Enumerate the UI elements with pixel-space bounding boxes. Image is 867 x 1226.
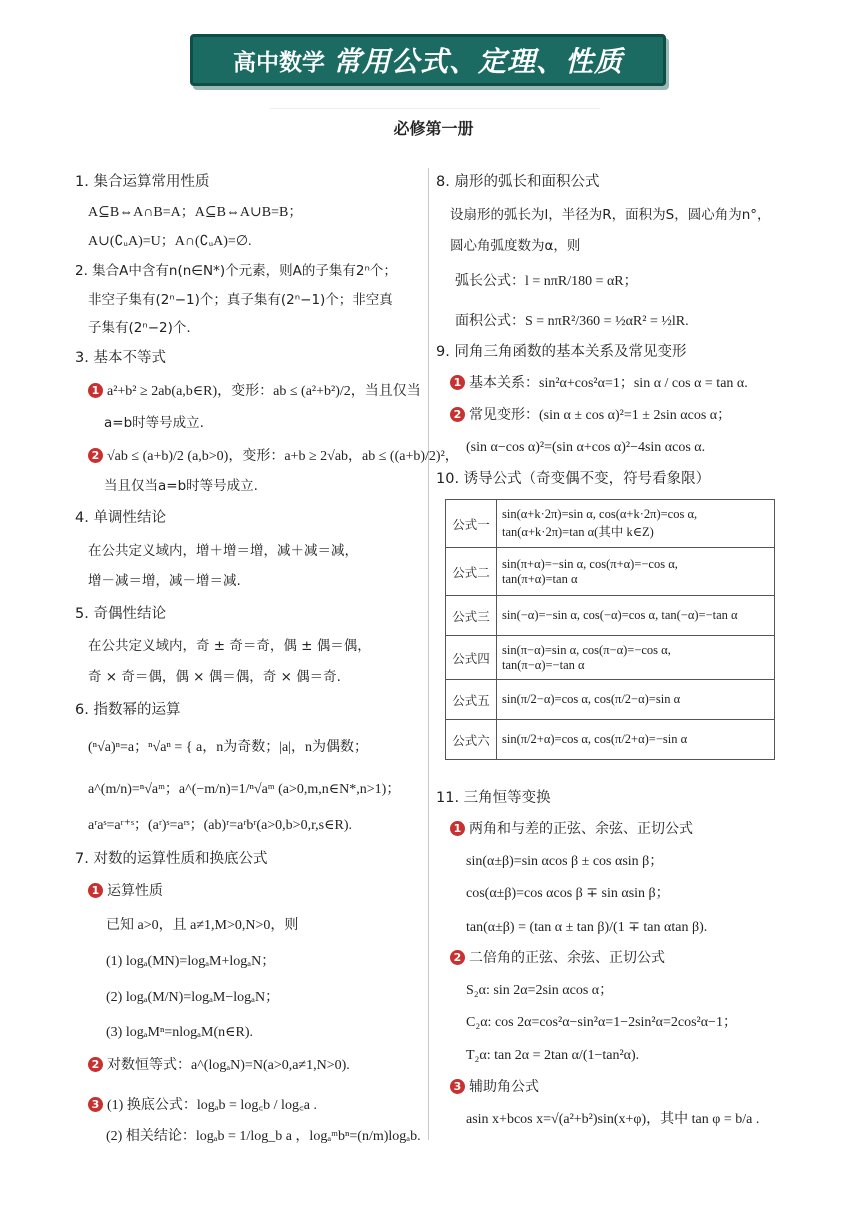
section-2-line-2: 非空子集有(2ⁿ−1)个；真子集有(2ⁿ−1)个；非空真: [88, 292, 393, 308]
section-11-sub-1: [450, 819, 693, 839]
section-7-line-3: (2) logₐ(M/N)=logₐM−logₐN；: [106, 990, 280, 1005]
section-8-line-4: 面积公式：S = nπR²/360 = ½αR² = ½lR.: [455, 314, 689, 329]
section-5-line-2: 奇 × 奇＝偶，偶 × 偶＝偶，奇 × 偶＝奇.: [88, 669, 341, 685]
section-4-line-1: 在公共定义域内，增＋增＝增，减＋减＝减，: [88, 543, 358, 559]
title-banner: [190, 34, 666, 86]
section-3-title: 3. 基本不等式: [75, 350, 166, 366]
column-divider: [428, 168, 429, 1140]
formula-content: [497, 500, 775, 548]
section-9-item-1: [450, 374, 748, 394]
formula-name: 公式六: [446, 720, 497, 760]
section-9-line-1: 基本关系：sin²α+cos²α=1；sin α / cos α = tan α.: [469, 376, 748, 391]
section-11-sub-2-label: 二倍角的正弦、余弦、正切公式: [469, 950, 665, 966]
section-7-sub-1: [88, 881, 163, 901]
formula-name: 公式四: [446, 636, 497, 680]
formula-line-2: tan(π−α)=−tan α: [502, 657, 585, 672]
section-5-line-1: 在公共定义域内，奇 ± 奇＝奇，偶 ± 偶＝偶，: [88, 638, 371, 654]
section-11-line-7: asin x+bcos x=√(a²+b²)sin(x+φ)，其中 tan φ = b/a .: [466, 1112, 760, 1127]
section-7-item-3: [88, 1096, 317, 1116]
induction-row: [446, 636, 775, 680]
section-7-sub-1-label: 运算性质: [107, 883, 163, 899]
formula-name: 公式五: [446, 680, 497, 720]
section-9-item-2: [450, 406, 731, 426]
formula-line-1: sin(π/2+α)=cos α, cos(π/2+α)=−sin α: [502, 732, 688, 746]
banner-title-part2: 常用公式、定理、性质: [332, 45, 623, 78]
formula-name: 公式一: [446, 500, 497, 548]
section-8-line-3: 弧长公式：l = nπR/180 = αR；: [455, 274, 638, 289]
formula-content: [497, 680, 775, 720]
formula-line-1: sin(π/2−α)=cos α, cos(π/2−α)=sin α: [502, 692, 681, 706]
page-subtitle: 必修第一册: [393, 119, 474, 138]
section-3-item-2: [88, 447, 459, 467]
number-marker-3: 3: [450, 1079, 465, 1094]
induction-row: [446, 596, 775, 636]
section-5-title: 5. 奇偶性结论: [75, 606, 166, 622]
formula-line-1: sin(π−α)=sin α, cos(π−α)=−cos α,: [502, 642, 671, 657]
number-marker-2: 2: [450, 950, 465, 965]
section-7-sub-2: [88, 1056, 350, 1076]
formula-content: [497, 548, 775, 596]
section-11-title: 11. 三角恒等变换: [436, 790, 551, 806]
section-3-item-1: [88, 382, 421, 402]
section-9-title: 9. 同角三角函数的基本关系及常见变形: [436, 344, 687, 360]
section-11-line-2: cos(α±β)=cos αcos β ∓ sin αsin β；: [466, 886, 670, 901]
number-marker-1: 1: [88, 883, 103, 898]
section-7-line-4: (3) logₐMⁿ=nlogₐM(n∈R).: [106, 1025, 253, 1040]
section-6-line-1: (ⁿ√a)ⁿ=a；ⁿ√aⁿ = { a，n为奇数；|a|，n为偶数；: [88, 740, 369, 755]
section-1-title: 1. 集合运算常用性质: [75, 174, 210, 190]
section-9-line-2: 常见变形：(sin α ± cos α)²=1 ± 2sin αcos α；: [469, 408, 732, 423]
induction-row: [446, 548, 775, 596]
section-6-line-2: a^(m/n)=ⁿ√aᵐ；a^(−m/n)=1/ⁿ√aᵐ (a>0,m,n∈N*,n>1)；: [88, 782, 401, 797]
formula-line-2: tan(α+k·2π)=tan α(其中 k∈Z): [502, 525, 654, 539]
number-marker-2: 2: [450, 407, 465, 422]
section-3-line-1: a²+b² ≥ 2ab(a,b∈R)，变形：ab ≤ (a²+b²)/2，当且仅当: [107, 384, 421, 399]
section-11-sub-3-label: 辅助角公式: [469, 1079, 539, 1095]
section-7-line-2: (1) logₐ(MN)=logₐM+logₐN；: [106, 954, 276, 969]
section-8-line-2: 圆心角弧度数为α，则: [450, 238, 581, 254]
formula-line-2: tan(π+α)=tan α: [502, 571, 578, 586]
section-3-line-3: √ab ≤ (a+b)/2 (a,b>0)，变形：a+b ≥ 2√ab，ab ≤ ((a+b)/2)²，: [107, 449, 459, 464]
formula-content: [497, 720, 775, 760]
section-7-sub-2-label: 对数恒等式：a^(logₐN)=N(a>0,a≠1,N>0).: [107, 1058, 350, 1073]
formula-line-1: sin(α+k·2π)=sin α, cos(α+k·2π)=cos α,: [502, 507, 698, 521]
section-3-line-2: a=b时等号成立.: [104, 415, 204, 431]
section-8-title: 8. 扇形的弧长和面积公式: [436, 174, 600, 190]
induction-formula-table-body: [446, 500, 775, 760]
section-4-line-2: 增－减＝增，减－增＝减.: [88, 573, 241, 589]
section-6-line-3: aʳaˢ=aʳ⁺ˢ；(aʳ)ˢ=aʳˢ；(ab)ʳ=aʳbʳ(a>0,b>0,r,s∈R).: [88, 818, 352, 833]
banner-title-part1: 高中数学: [232, 49, 325, 76]
section-1-line-2: A∪(∁ᵤA)=U；A∩(∁ᵤA)=∅.: [88, 234, 252, 249]
number-marker-2: 2: [88, 448, 103, 463]
section-7-line-6: (2) 相关结论：logₐb = 1/log_b a ，logₐᵐbⁿ=(n/m)logₐb.: [106, 1129, 421, 1144]
section-11-line-6: T₂α: tan 2α = 2tan α/(1−tan²α).: [466, 1048, 640, 1063]
number-marker-1: 1: [88, 383, 103, 398]
number-marker-3: 3: [88, 1097, 103, 1112]
section-11-line-4: S₂α: sin 2α=2sin αcos α；: [466, 983, 614, 998]
formula-content: [497, 596, 775, 636]
induction-formula-table: [445, 499, 775, 760]
induction-row: [446, 500, 775, 548]
section-6-title: 6. 指数幂的运算: [75, 702, 181, 718]
section-7-line-1: 已知 a>0，且 a≠1,M>0,N>0，则: [106, 918, 299, 933]
section-11-line-3: tan(α±β) = (tan α ± tan β)/(1 ∓ tan αtan β).: [466, 920, 708, 935]
section-11-line-5: C₂α: cos 2α=cos²α−sin²α=1−2sin²α=2cos²α−1；: [466, 1015, 737, 1030]
number-marker-1: 1: [450, 821, 465, 836]
section-11-sub-1-label: 两角和与差的正弦、余弦、正切公式: [469, 821, 693, 837]
section-9-line-3: (sin α−cos α)²=(sin α+cos α)²−4sin αcos α.: [466, 440, 706, 455]
section-10-title: 10. 诱导公式（奇变偶不变，符号看象限）: [436, 471, 711, 487]
section-8-line-1: 设扇形的弧长为l，半径为R，面积为S，圆心角为n°，: [450, 207, 771, 223]
formula-name: 公式二: [446, 548, 497, 596]
induction-row: [446, 680, 775, 720]
section-11-sub-3: [450, 1077, 539, 1097]
induction-row: [446, 720, 775, 760]
section-2-line-1: 2. 集合A中含有n(n∈N*)个元素，则A的子集有2ⁿ个；: [75, 263, 397, 279]
formula-content: [497, 636, 775, 680]
section-4-title: 4. 单调性结论: [75, 510, 166, 526]
number-marker-1: 1: [450, 375, 465, 390]
section-7-title: 7. 对数的运算性质和换底公式: [75, 851, 268, 867]
section-1-line-1: A⊆B⇔A∩B=A；A⊆B⇔A∪B=B；: [88, 205, 303, 220]
section-11-sub-2: [450, 948, 665, 968]
formula-line-1: sin(π+α)=−sin α, cos(π+α)=−cos α,: [502, 556, 678, 571]
number-marker-2: 2: [88, 1057, 103, 1072]
section-2-line-3: 子集有(2ⁿ−2)个.: [88, 320, 191, 336]
formula-line-1: sin(−α)=−sin α, cos(−α)=cos α, tan(−α)=−tan α: [502, 608, 738, 622]
subtitle-rule: [270, 108, 600, 109]
section-7-line-5: (1) 换底公式：logₐb = log꜀b / log꜀a .: [107, 1098, 318, 1113]
section-11-line-1: sin(α±β)=sin αcos β ± cos αsin β；: [466, 854, 664, 869]
section-3-line-4: 当且仅当a=b时等号成立.: [104, 478, 258, 494]
formula-name: 公式三: [446, 596, 497, 636]
